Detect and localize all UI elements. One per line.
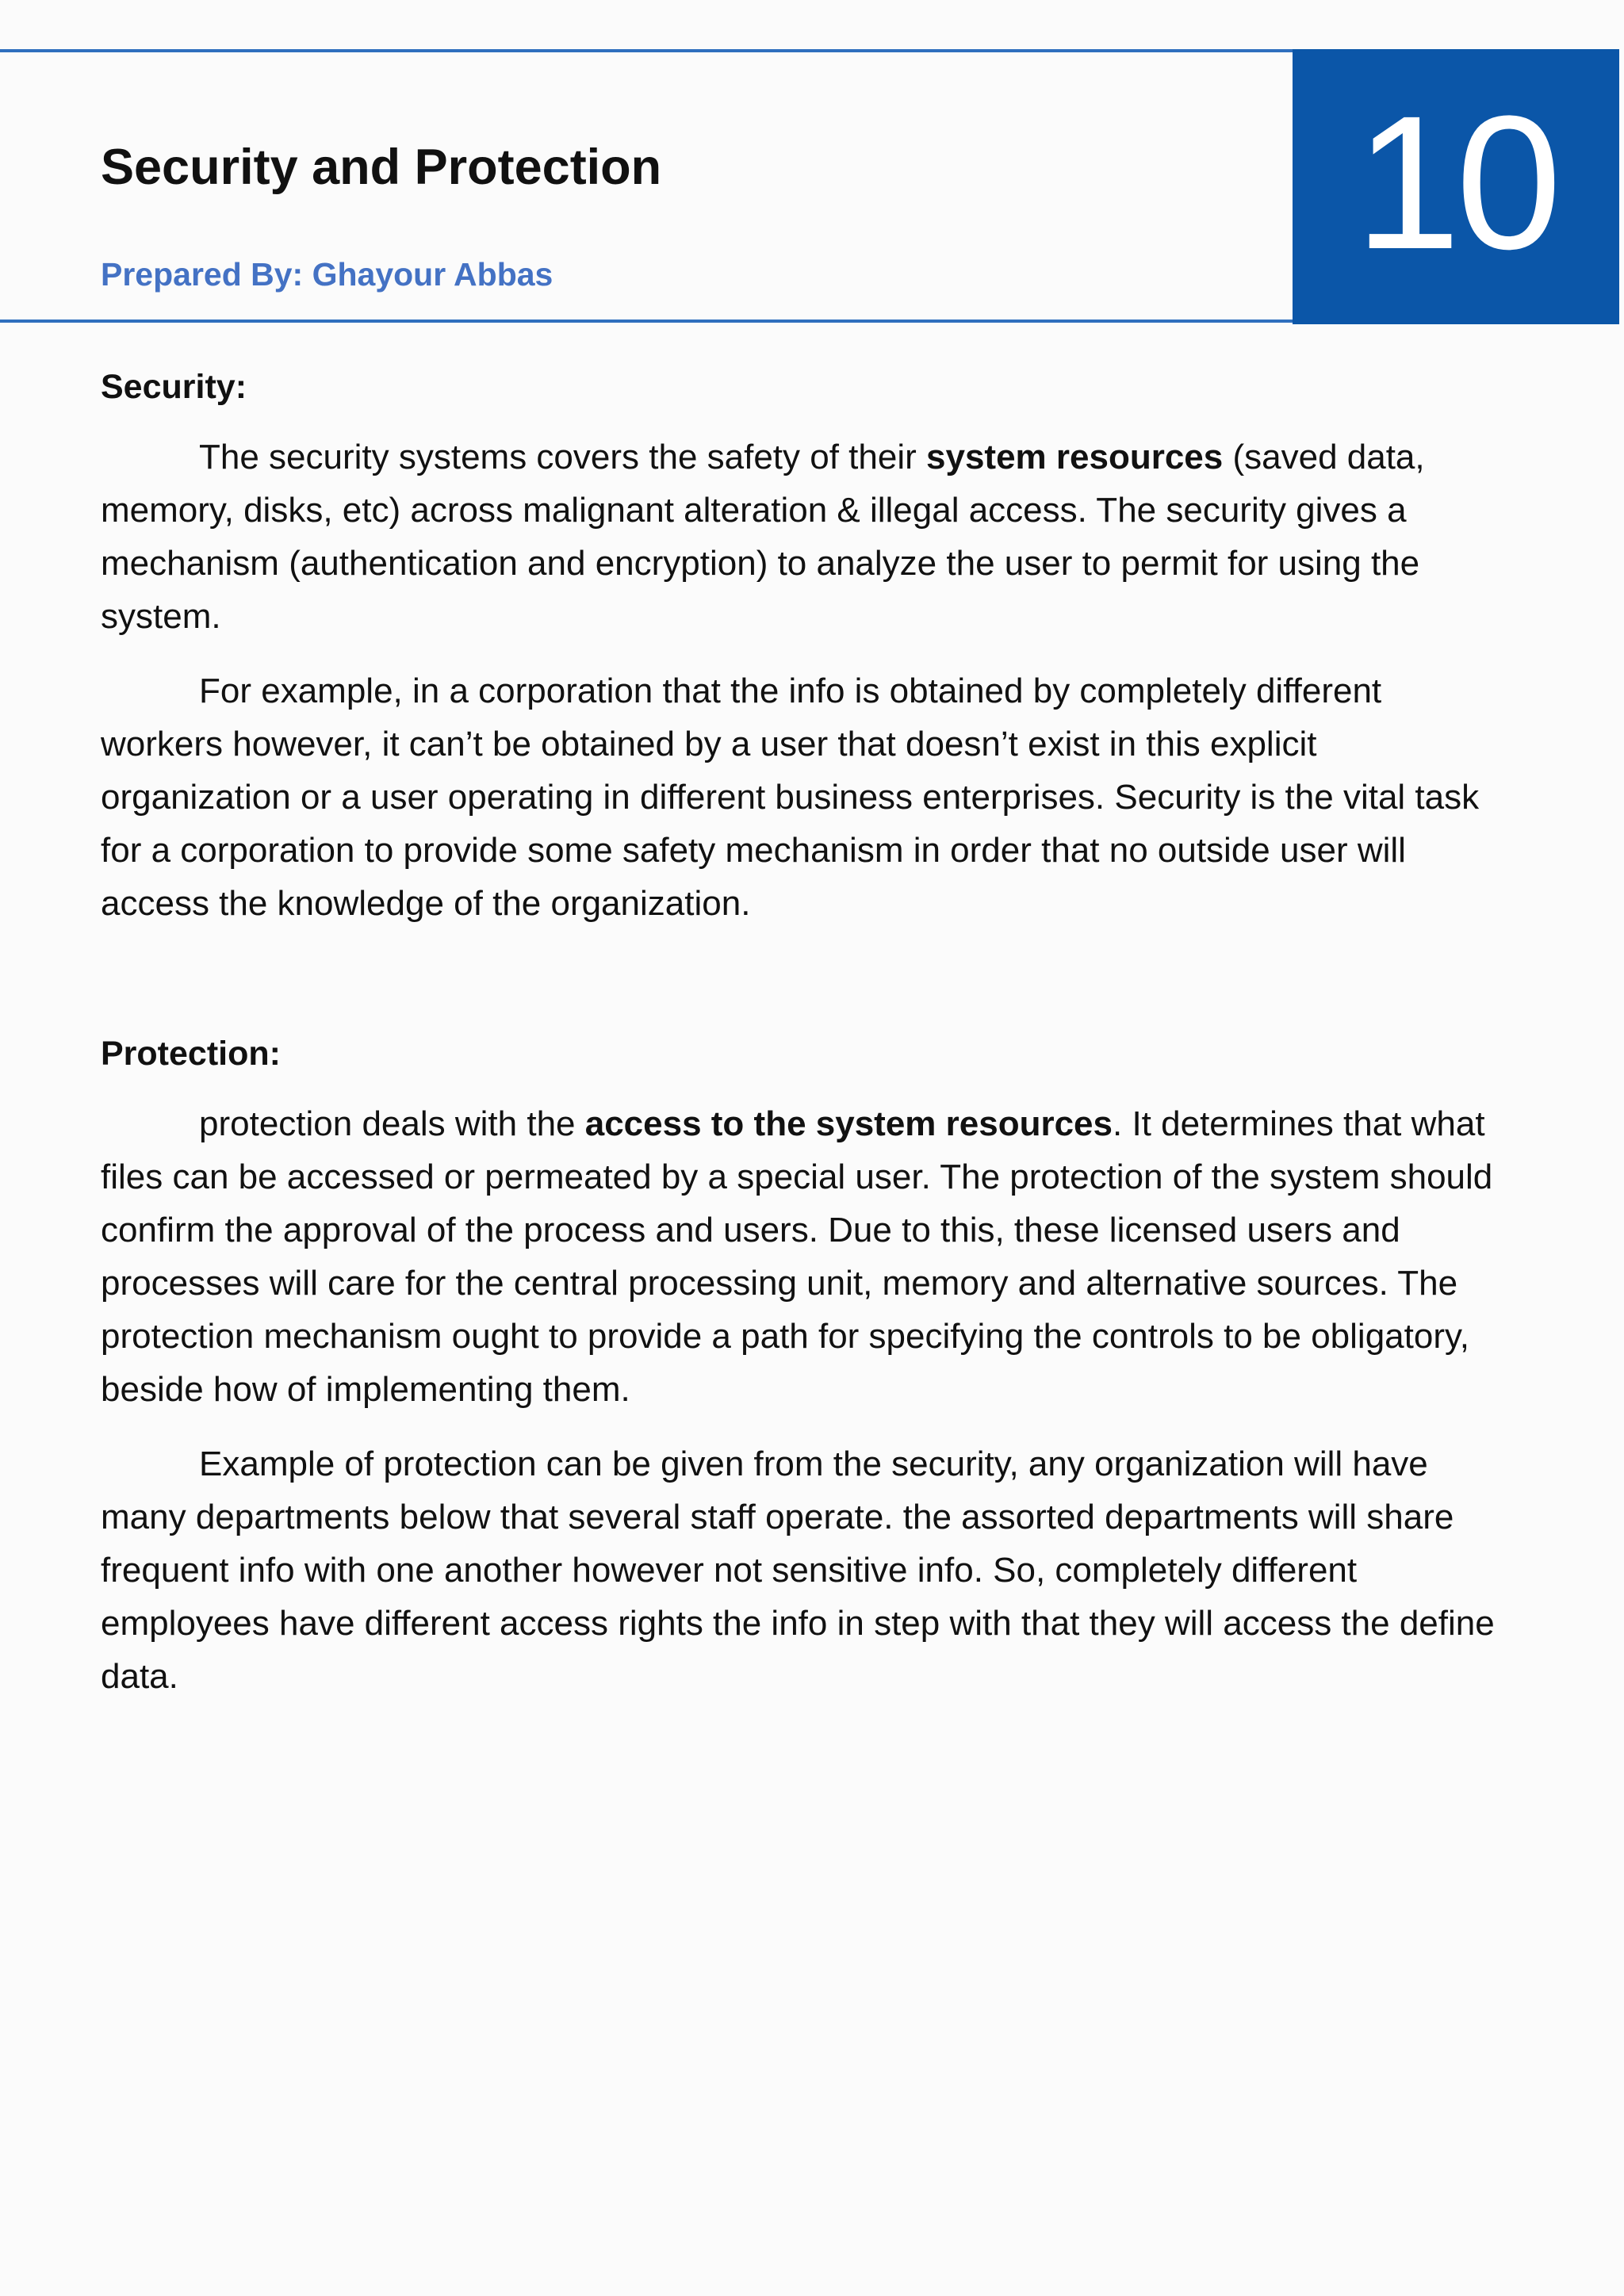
protection-heading: Protection: [101, 1035, 281, 1073]
security-paragraph-2: For example, in a corporation that the info is obtained by completely different workers however, it can’t be obtained by a user that doesn’t exist in this explicit organization or a user operating in different business enterprises. Security is the vital task for a corporation to provide some safety mechanism in order that no outside user will access the knowledge of the organization. [101, 672, 1480, 923]
chapter-number-box [1293, 49, 1619, 324]
author-line: Prepared By: Ghayour Abbas [101, 256, 553, 293]
system-resources-bold-text: system resources [926, 438, 1224, 476]
security-heading: Security: [101, 368, 247, 406]
security-paragraph-1-after-bold: (saved data, memory, disks, etc) across malignant alteration & illegal access. The security gives a mechanism (authentication and encryption) to analyze the user to permit for using the system. [101, 438, 1425, 636]
document-content [101, 362, 1506, 1703]
protection-paragraph-1-before-bold: protection deals with the [199, 1104, 585, 1143]
chapter-number: 10 [1354, 75, 1557, 289]
header-bottom-rule [0, 320, 1293, 323]
header-top-rule [0, 49, 1293, 52]
protection-paragraph-1 [101, 1097, 1506, 1416]
document-title: Security and Protection [101, 140, 662, 195]
protection-paragraph-2: Example of protection can be given from the security, any organization will have many departments below that several staff operate. the assorted departments will share frequent info with one another however not sensitive info. So, completely different employees have different access rights the info in step with that they will access the define data. [101, 1445, 1495, 1696]
protection-paragraph-1-after-bold: . It determines that what files can be accessed or permeated by a special user. The protection of the system should confirm the approval of the process and users. Due to this, these licensed users and processes will care for the central processing unit, memory and alternative sources. The protection mechanism ought to provide a path for specifying the controls to be obligatory, beside how of implementing them. [101, 1104, 1493, 1409]
security-paragraph-1 [101, 430, 1506, 643]
protection-section [101, 1029, 1506, 1703]
security-section [101, 362, 1506, 930]
access-to-system-resources-bold-text: access to the system resources [584, 1104, 1113, 1143]
security-paragraph-1-before-bold: The security systems covers the safety of their [199, 438, 926, 476]
